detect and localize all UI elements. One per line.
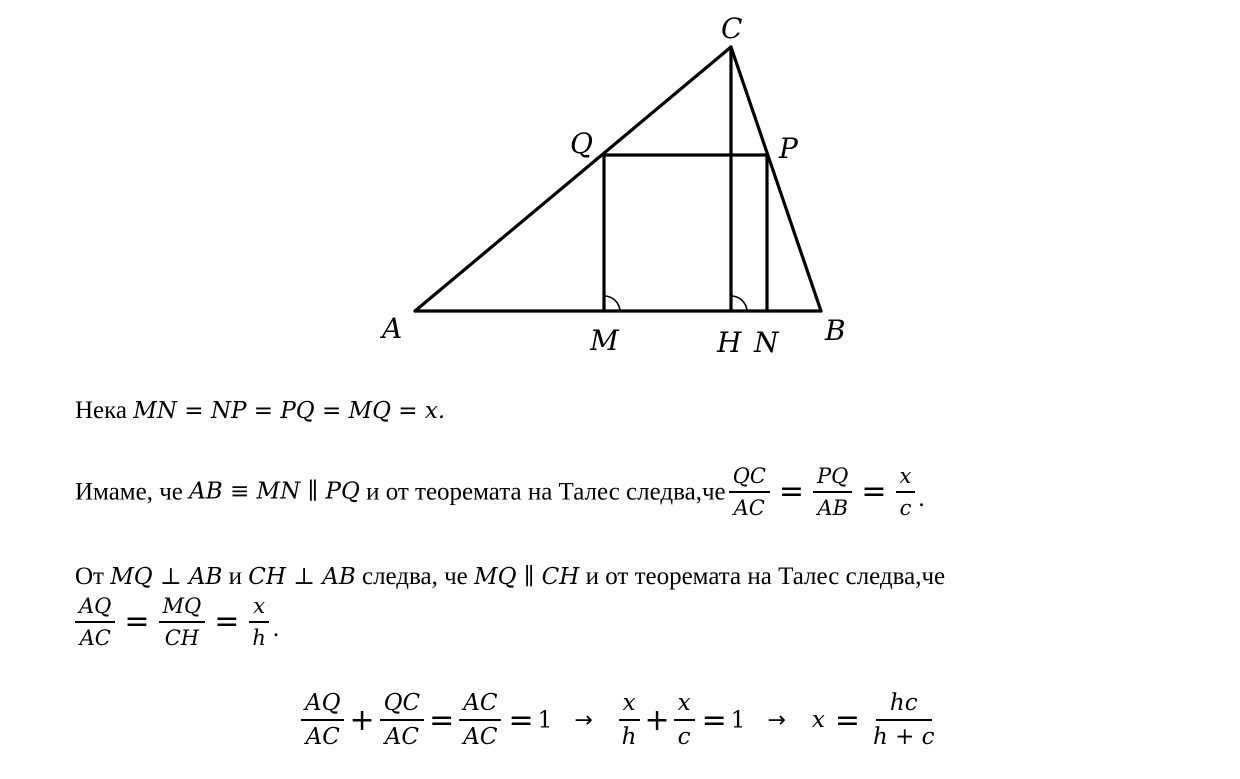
label-b: B [825, 314, 846, 347]
fraction-numerator: AQ [75, 594, 115, 623]
fraction-numerator: x [619, 690, 640, 721]
text-suffix: и от теоремата на Талес следва,че [585, 563, 946, 590]
equals-sign: = [124, 604, 150, 640]
value-one: 1 [537, 707, 553, 734]
text-middle: и от теоремата на Талес следва,че [366, 478, 726, 506]
math-mq-perp-ab: MQ ⊥ AB [110, 564, 223, 590]
segment-ac [415, 47, 731, 311]
fraction-denominator: h [252, 626, 266, 651]
fraction-numerator: AQ [301, 690, 344, 721]
fraction-denominator: AC [463, 724, 498, 751]
right-arrow-icon: → [574, 707, 593, 733]
fraction-x-c [896, 464, 916, 520]
triangle-figure [0, 0, 1240, 380]
fraction-qc-ac [380, 690, 424, 751]
text-prefix: Имаме, че [75, 478, 183, 506]
fraction-numerator: x [674, 690, 695, 721]
equals-sign: = [778, 474, 805, 510]
value-one: 1 [730, 707, 746, 734]
fraction-numerator: PQ [813, 464, 852, 493]
fraction-denominator: AC [384, 724, 419, 751]
fraction-denominator: c [899, 496, 912, 521]
right-arrow-icon: → [767, 707, 786, 733]
fraction-numerator: hc [876, 690, 932, 721]
segment-bc [731, 47, 821, 311]
text-middle: следва, че [361, 563, 468, 590]
equals-sign: = [834, 702, 860, 738]
fraction-numerator: QC [729, 464, 770, 493]
fraction-pq-ab [813, 464, 852, 520]
label-n: N [754, 326, 779, 359]
fraction-denominator: AB [817, 496, 849, 521]
equals-sign: = [508, 702, 534, 738]
fraction-aq-ac [75, 594, 115, 650]
fraction-ac-ac [459, 690, 501, 751]
fraction-numerator: x [249, 594, 269, 623]
right-angle-mark-m [604, 296, 620, 311]
fraction-x-h [618, 690, 641, 751]
label-a: A [382, 312, 403, 345]
equals-sign: = [429, 702, 455, 738]
fraction-denominator: h [621, 724, 637, 751]
text-prefix: От [75, 563, 104, 590]
final-derivation [298, 690, 942, 751]
fraction-x-h [248, 594, 270, 650]
text-line-thales-2 [72, 594, 279, 650]
fraction-denominator: AC [733, 496, 765, 521]
equals-sign: = [214, 604, 240, 640]
right-angle-mark-h [731, 296, 747, 311]
text-line-thales-1 [75, 464, 925, 520]
math-ch-perp-ab: CH ⊥ AB [248, 564, 356, 590]
label-p: P [779, 132, 798, 165]
label-q: Q [570, 127, 593, 160]
label-m: M [590, 324, 619, 357]
fraction-denominator: h + c [872, 724, 935, 751]
text-line-perpendicular [75, 564, 945, 589]
fraction-denominator: AC [79, 626, 111, 651]
math-mq-parallel-ch: MQ ∥ CH [474, 564, 580, 590]
fraction-qc-ac [729, 464, 770, 520]
fraction-denominator: AC [305, 724, 340, 751]
fraction-numerator: x [896, 464, 916, 493]
period: . [272, 614, 280, 642]
fraction-denominator: CH [164, 626, 200, 651]
variable-x: x [811, 707, 825, 734]
fraction-x-c [674, 690, 695, 751]
text-line-let [75, 398, 445, 423]
period: . [918, 484, 925, 512]
label-h: H [717, 326, 742, 359]
fraction-aq-ac [301, 690, 344, 751]
math-equal-sides: MN = NP = PQ = MQ = x. [133, 398, 446, 424]
fraction-mq-ch [159, 594, 206, 650]
plus-sign: + [644, 702, 670, 738]
equals-sign: = [701, 702, 727, 738]
fraction-numerator: QC [380, 690, 424, 721]
fraction-denominator: c [677, 724, 691, 751]
text-prefix: Нека [75, 397, 128, 424]
text-and: и [228, 563, 243, 590]
label-c: C [721, 12, 743, 45]
fraction-numerator: AC [459, 690, 501, 721]
equals-sign: = [861, 474, 887, 510]
fraction-result [869, 690, 939, 751]
plus-sign: + [349, 702, 375, 738]
math-parallel: AB ≡ MN ∥ PQ [189, 478, 360, 505]
fraction-numerator: MQ [159, 594, 206, 623]
